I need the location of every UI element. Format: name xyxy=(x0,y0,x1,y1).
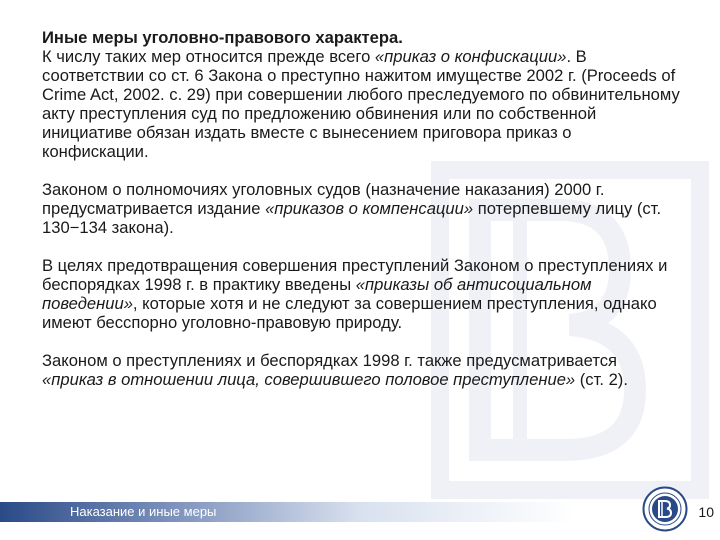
text-run: К числу таких мер относится прежде всего xyxy=(42,47,375,66)
university-seal-logo-icon xyxy=(642,486,688,532)
paragraph-text xyxy=(42,180,682,237)
footer-title: Наказание и иные меры xyxy=(70,504,217,519)
text-run: потерпевшему лицу (ст. 130−134 закона). xyxy=(42,199,662,237)
text-run: Законом о преступлениях и беспорядках 1998 г. также предусматривается xyxy=(42,351,618,370)
paragraph-text xyxy=(42,351,682,389)
text-run: Законом о полномочиях уголовных судов (назначение наказания) 2000 г. предусматривается издание xyxy=(42,180,605,218)
page-number: 10 xyxy=(698,504,714,520)
text-run: В целях предотвращения совершения преступлений Законом о преступлениях и беспорядках 1998 г. в практику введены xyxy=(42,256,668,294)
paragraph-sexual-offence xyxy=(42,351,682,389)
text-run: , которые хотя и не следуют за совершением преступления, однако имеют бесспорно уголовно-правовую природу. xyxy=(42,294,657,332)
paragraph-text xyxy=(42,256,682,332)
text-run: (ст. 2). xyxy=(575,370,628,389)
paragraph-text xyxy=(42,47,682,161)
emphasis-text: «приказ в отношении лица, совершившего половое преступление» xyxy=(42,370,576,389)
section-heading: Иные меры уголовно-правового характера. xyxy=(42,28,403,47)
paragraph-confiscation xyxy=(42,28,682,161)
emphasis-text: «приказ о конфискации» xyxy=(374,47,567,66)
text-run: . В соответствии со ст. 6 Закона о преступно нажитом имуществе 2002 г. (Proceeds of Crime Act, 2002. с. 29) при совершении любого преследуемого по обвинительному акту преступления суд по предложению обвинения или по собственной инициативе обязан издать вместе с вынесением приговора приказ о конфискации. xyxy=(42,47,680,161)
paragraph-antisocial xyxy=(42,256,682,332)
emphasis-text: «приказов о компенсации» xyxy=(265,199,474,218)
slide-body xyxy=(42,28,682,408)
emphasis-text: «приказы об антисоциальном поведении» xyxy=(42,275,592,313)
paragraph-compensation xyxy=(42,180,682,237)
